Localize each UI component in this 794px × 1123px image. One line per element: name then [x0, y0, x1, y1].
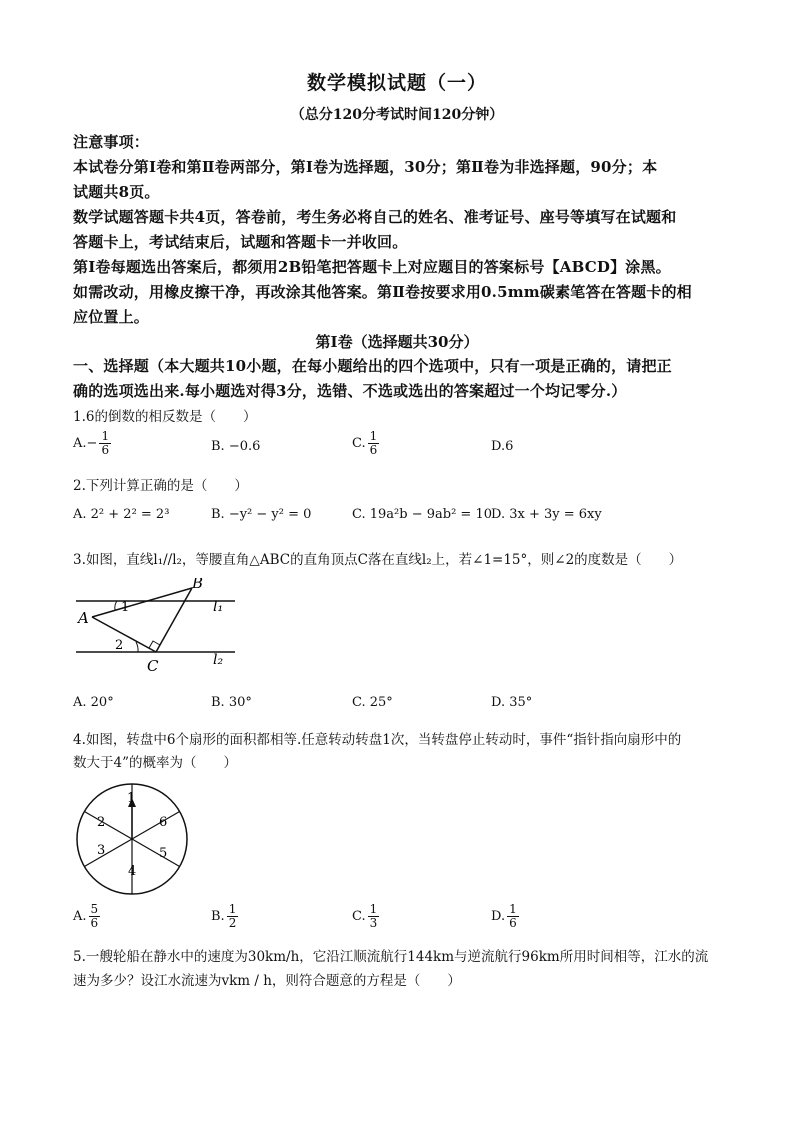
wheel-spoke-3	[132, 812, 180, 840]
q2-option-b: B. −y² − y² = 0	[211, 507, 312, 522]
q4-d-den: 6	[509, 916, 517, 930]
page-title: 数学模拟试题（一）	[306, 72, 487, 94]
notice-heading: 注意事项：	[73, 133, 150, 151]
angle-2-arc	[136, 642, 138, 652]
section-intro-2: 确的选项选出来.每小题选对得3分，选错、不选或选出的答案超过一个均记零分.）	[73, 382, 627, 400]
q4-d-num: 1	[509, 902, 517, 916]
question-5-stem-line-1: 5.一艘轮船在静水中的速度为30km/h，它沿江顺流航行144km与逆流航行96km所用时间相等，江水的流	[73, 949, 709, 965]
page-subtitle: （总分120分考试时间120分钟）	[290, 107, 504, 123]
q4-a-num: 5	[90, 902, 99, 916]
question-2-stem: 2.下列计算正确的是（ ）	[73, 478, 248, 494]
label-angle-1: 1	[121, 600, 130, 615]
q1-option-d: D.6	[491, 439, 514, 454]
q3-option-a: A. 20°	[73, 695, 114, 710]
q1-c-fraction	[368, 430, 380, 457]
q4-b-num: 1	[228, 902, 237, 916]
question-1-stem: 1.6的倒数的相反数是（ ）	[73, 409, 257, 425]
q4-b-den: 2	[228, 916, 237, 930]
question-4-stem-line-1: 4.如图，转盘中6个扇形的面积都相等.任意转动转盘1次，当转盘停止转动时，事件“指针指向扇形中的	[73, 732, 682, 748]
q4-b-prefix: B.	[211, 909, 225, 924]
question-3-stem: 3.如图，直线l₁//l₂，等腰直角△ABC的直角顶点C落在直线l₂上，若∠1=15°，则∠2的度数是（ ）	[73, 552, 683, 568]
q4-spinner-wheel	[75, 782, 191, 898]
q4-d-prefix: D.	[491, 909, 506, 924]
label-b: B	[192, 578, 204, 592]
notice-line-6: 如需改动，用橡皮擦干净，再改涂其他答案。第Ⅱ卷按要求用0.5mm碳素笔答在答题卡的相	[73, 283, 692, 301]
q1-a-sign: −	[86, 436, 98, 451]
sector-3: 3	[97, 843, 106, 858]
notice-line-2: 试题共8页。	[73, 183, 160, 201]
notice-line-1: 本试卷分第Ⅰ卷和第Ⅱ卷两部分，第Ⅰ卷为选择题，30分；第Ⅱ卷为非选择题，90分；本	[73, 158, 658, 176]
wheel-spoke-4	[84, 812, 132, 840]
q1-c-num: 1	[369, 429, 378, 443]
notice-line-4: 答题卡上，考试结束后，试题和答题卡一并收回。	[73, 233, 408, 251]
angle-1-arc	[115, 601, 117, 610]
label-angle-2: 2	[115, 638, 124, 653]
q1-a-fraction	[99, 430, 111, 457]
q4-option-c	[352, 903, 381, 930]
q4-a-den: 6	[90, 916, 99, 930]
q1-a-den: 6	[101, 443, 110, 457]
wheel-spoke-5	[132, 839, 180, 867]
wheel-spoke-6	[84, 839, 132, 867]
q4-option-d	[491, 903, 521, 930]
q4-c-num: 1	[369, 902, 378, 916]
label-a: A	[78, 609, 89, 627]
notice-line-7: 应位置上。	[73, 308, 150, 326]
question-5-stem-line-2: 速为多少？设江水流速为vkm / h，则符合题意的方程是（ ）	[73, 973, 461, 989]
q1-a-num: 1	[101, 429, 110, 443]
notice-line-5: 第Ⅰ卷每题选出答案后，都须用2B铅笔把答题卡上对应题目的答案标号【ABCD】涂黑。	[73, 258, 671, 276]
notice-line-3: 数学试题答题卡共4页，答卷前，考生务必将自己的姓名、准考证号、座号等填写在试题和	[73, 208, 677, 226]
sector-4: 4	[128, 864, 137, 879]
q3-option-b: B. 30°	[211, 695, 252, 710]
side-ab	[92, 588, 192, 617]
q1-c-den: 6	[369, 443, 378, 457]
q1-option-b: B. −0.6	[211, 439, 261, 454]
q1-a-prefix: A.	[73, 436, 87, 451]
q2-option-a: A. 2² + 2² = 2³	[73, 507, 170, 522]
q4-b-fraction	[227, 903, 239, 930]
q1-option-a	[73, 430, 113, 457]
q4-c-fraction	[368, 903, 380, 930]
q4-d-fraction	[507, 903, 519, 930]
q3-option-c: C. 25°	[352, 695, 393, 710]
q2-option-c: C. 19a²b − 9ab² = 10	[352, 507, 492, 522]
q3-figure	[70, 578, 240, 678]
q4-a-fraction	[89, 903, 101, 930]
side-ac	[92, 617, 156, 652]
sector-6: 6	[159, 815, 168, 830]
q4-option-b	[211, 903, 240, 930]
q1-c-prefix: C.	[352, 436, 366, 451]
q4-option-a	[73, 903, 102, 930]
q1-option-c	[352, 430, 381, 457]
label-c: C	[147, 657, 159, 675]
q4-a-prefix: A.	[73, 909, 87, 924]
label-l2: l₂	[213, 652, 224, 668]
sector-1: 1	[127, 791, 136, 806]
section-intro-1: 一、选择题（本大题共10小题，在每小题给出的四个选项中，只有一项是正确的，请把正	[73, 357, 672, 375]
label-l1: l₁	[213, 599, 224, 615]
q2-option-d: D. 3x + 3y = 6xy	[491, 507, 602, 522]
sector-5: 5	[159, 846, 168, 861]
q3-option-d: D. 35°	[491, 695, 533, 710]
question-4-stem-line-2: 数大于4”的概率为（ ）	[73, 755, 237, 771]
sector-2: 2	[97, 815, 106, 830]
q4-c-den: 3	[369, 916, 378, 930]
section-title: 第Ⅰ卷（选择题共30分）	[315, 333, 479, 351]
q4-c-prefix: C.	[352, 909, 366, 924]
